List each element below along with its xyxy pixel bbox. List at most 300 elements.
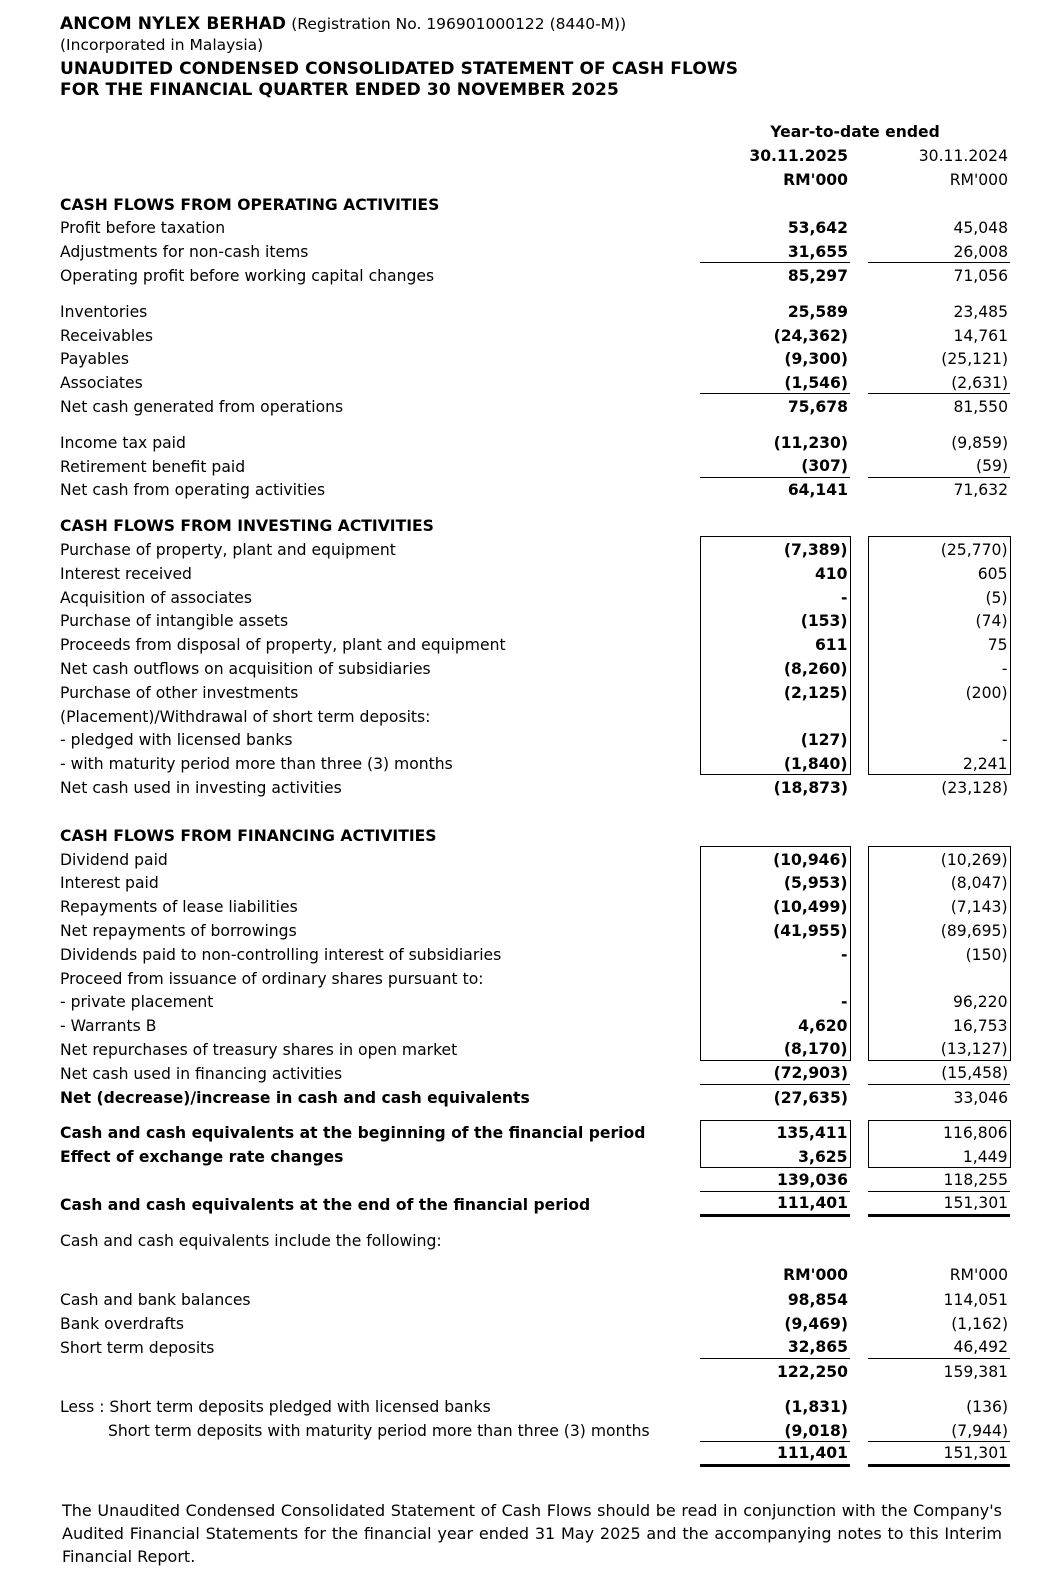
row-value-previous: (59) [868, 453, 1010, 477]
table-row [60, 453, 1010, 477]
spacer-cell [850, 1418, 868, 1442]
spacer-cell [850, 370, 868, 394]
spacer-cell [690, 608, 700, 632]
section-heading-operating-row [60, 191, 1010, 215]
spacer-cell [690, 561, 700, 585]
table-row [60, 608, 1010, 632]
row-value-current: (10,499) [700, 894, 850, 918]
row-value-previous: (25,770) [868, 537, 1010, 561]
row-value-current: (41,955) [700, 918, 850, 942]
table-row [60, 751, 1010, 775]
row-value-previous: 71,056 [953, 267, 1009, 286]
table-row [60, 537, 1010, 561]
table-row [60, 656, 1010, 680]
column-date-header-row [60, 144, 1010, 168]
row-value-previous: 71,632 [953, 481, 1009, 500]
row-label: Net repayments of borrowings [60, 921, 297, 940]
row-value-previous: (150) [868, 942, 1010, 966]
row-value-current: 98,854 [787, 1291, 848, 1310]
row-value-previous: 118,255 [868, 1168, 1010, 1192]
spacer-cell [850, 1287, 868, 1311]
row-value-previous: (23,128) [941, 779, 1009, 797]
table-row [60, 561, 1010, 585]
row-label: Receivables [60, 326, 153, 345]
section-heading-operating: CASH FLOWS FROM OPERATING ACTIVITIES [60, 195, 440, 214]
spacer-cell [850, 870, 868, 894]
spacer-cell [690, 453, 700, 477]
spacer-cell [850, 537, 868, 561]
row-label: - with maturity period more than three (3) months [60, 755, 453, 774]
spacer-cell [690, 1394, 700, 1418]
column-header-previous-unit: RM'000 [949, 170, 1009, 189]
spacer-cell [690, 727, 700, 751]
table-row [60, 1192, 1010, 1216]
row-label: Dividend paid [60, 850, 168, 869]
row-label: Profit before taxation [60, 219, 226, 238]
spacer-cell [850, 299, 868, 323]
row-value-current: (24,362) [773, 326, 848, 345]
spacer-cell [690, 1144, 700, 1168]
row-value-previous: (5) [868, 584, 1010, 608]
row-value-previous: (136) [966, 1398, 1009, 1417]
row-value-current: 64,141 [787, 481, 848, 500]
table-row [60, 1037, 1010, 1061]
spacer-cell [850, 965, 868, 989]
spacer-cell [690, 870, 700, 894]
row-label: Purchase of intangible assets [60, 612, 289, 631]
column-header-previous-date: 30.11.2024 [918, 147, 1009, 166]
row-label: Interest paid [60, 874, 159, 893]
row-value-previous: 605 [868, 561, 1010, 585]
row-value-current: (2,125) [700, 680, 850, 704]
table-row [60, 1061, 1010, 1085]
row-value-previous: (9,859) [951, 433, 1009, 452]
row-label: Net repurchases of treasury shares in open market [60, 1040, 458, 1059]
column-header-current-date: 30.11.2025 [749, 147, 848, 166]
row-label [60, 1358, 690, 1382]
table-row [60, 775, 1010, 799]
table-row [60, 870, 1010, 894]
spacer-cell [690, 346, 700, 370]
spacer-cell [850, 1013, 868, 1037]
row-value-current [700, 965, 850, 989]
row-value-previous: (13,127) [868, 1037, 1010, 1061]
row-value-current [700, 703, 850, 727]
section-heading-financing: CASH FLOWS FROM FINANCING ACTIVITIES [60, 826, 437, 845]
row-label: Net cash from operating activities [60, 481, 326, 500]
row-value-previous [868, 703, 1010, 727]
row-value-current: (7,389) [700, 537, 850, 561]
row-value-previous: (200) [868, 680, 1010, 704]
spacer-cell [690, 1442, 700, 1466]
row-label: Bank overdrafts [60, 1314, 184, 1333]
spacer-cell [850, 1061, 868, 1085]
spacer-cell [690, 1084, 700, 1108]
row-label: Adjustments for non-cash items [60, 243, 309, 262]
spacer-cell [850, 846, 868, 870]
row-label: Cash and bank balances [60, 1291, 251, 1310]
spacer-cell [60, 1263, 690, 1287]
table-row [60, 894, 1010, 918]
table-row [60, 1335, 1010, 1359]
table-row [60, 394, 1010, 418]
row-value-current: 32,865 [700, 1335, 850, 1359]
spacer-cell [690, 1358, 700, 1382]
spacer-cell [850, 1120, 868, 1144]
spacer-cell [850, 144, 868, 168]
spacer-cell [700, 191, 850, 215]
row-value-current: 3,625 [700, 1144, 850, 1168]
spacer-cell [850, 1144, 868, 1168]
spacer-cell [850, 1263, 868, 1287]
row-value-previous: 1,449 [868, 1144, 1010, 1168]
row-value-previous: (2,631) [868, 370, 1010, 394]
column-group-label: Year-to-date ended [770, 123, 940, 142]
row-value-current: 111,401 [700, 1442, 850, 1466]
incorporated-line: (Incorporated in Malaysia) [60, 35, 264, 54]
spacer-cell [850, 751, 868, 775]
row-value-current: 31,655 [700, 239, 850, 263]
spacer-cell [850, 703, 868, 727]
table-row [60, 846, 1010, 870]
spacer-cell [850, 680, 868, 704]
row-value-previous: 16,753 [868, 1013, 1010, 1037]
table-row [60, 703, 1010, 727]
spacer-cell [690, 846, 700, 870]
row-value-previous: 26,008 [868, 239, 1010, 263]
spacer-cell [850, 775, 868, 799]
spacer-cell [690, 513, 700, 537]
row-value-previous: 46,492 [868, 1335, 1010, 1359]
statement-title-line1: UNAUDITED CONDENSED CONSOLIDATED STATEMENT OF CASH FLOWS [60, 58, 739, 79]
table-row [60, 918, 1010, 942]
row-label: Proceeds from disposal of property, plant and equipment [60, 636, 506, 655]
spacer-cell [868, 1227, 1010, 1251]
footer-note: The Unaudited Condensed Consolidated Statement of Cash Flows should be read in conjunction with the Company's Audited Financial Statements for the financial year ended 31 May 2025 and the accompanying notes to this Interim Financial Report. [62, 1501, 1002, 1567]
table-row [60, 632, 1010, 656]
spacer-cell [850, 1168, 868, 1192]
spacer-row [60, 1108, 1010, 1120]
row-value-current: (5,953) [700, 870, 850, 894]
cash-flow-table [60, 120, 1011, 1467]
section-heading-investing: CASH FLOWS FROM INVESTING ACTIVITIES [60, 517, 434, 536]
table-row [60, 322, 1010, 346]
row-label [60, 1442, 690, 1466]
spacer-cell [700, 823, 850, 847]
spacer-cell [850, 656, 868, 680]
spacer-row [60, 418, 1010, 430]
spacer-cell [850, 894, 868, 918]
table-row [60, 989, 1010, 1013]
row-value-current: - [700, 989, 850, 1013]
table-row [60, 1013, 1010, 1037]
sub-unit-header-current: RM'000 [783, 1266, 848, 1285]
spacer-cell [690, 1061, 700, 1085]
row-label: (Placement)/Withdrawal of short term deposits: [60, 707, 431, 726]
row-value-current: (1,831) [784, 1398, 848, 1417]
spacer-cell [690, 894, 700, 918]
table-row [60, 477, 1010, 501]
row-label: Net (decrease)/increase in cash and cash equivalents [60, 1088, 530, 1107]
row-value-current: - [700, 942, 850, 966]
row-value-previous: 14,761 [953, 326, 1009, 345]
row-value-current: (1,840) [700, 751, 850, 775]
spacer-cell [690, 215, 700, 239]
spacer-cell [690, 239, 700, 263]
row-label: Net cash outflows on acquisition of subsidiaries [60, 660, 431, 679]
row-value-current: (9,018) [700, 1418, 850, 1442]
row-value-current: (27,635) [773, 1088, 848, 1107]
spacer-cell [850, 942, 868, 966]
spacer-cell [690, 1263, 700, 1287]
row-label: Payables [60, 350, 129, 369]
row-value-previous: 75 [868, 632, 1010, 656]
column-header-current-unit: RM'000 [783, 170, 848, 189]
spacer-cell [850, 1192, 868, 1216]
spacer-cell [850, 989, 868, 1013]
row-label: Inventories [60, 302, 148, 321]
row-label: Effect of exchange rate changes [60, 1148, 344, 1167]
spacer-cell [690, 703, 700, 727]
row-label: Associates [60, 374, 143, 393]
row-label: Cash and cash equivalents at the beginning of the financial period [60, 1124, 646, 1143]
row-value-previous: (7,944) [868, 1418, 1010, 1442]
row-label: Purchase of other investments [60, 683, 299, 702]
spacer-cell [850, 727, 868, 751]
spacer-cell [690, 1168, 700, 1192]
spacer-cell [690, 775, 700, 799]
row-value-previous: 114,051 [943, 1291, 1009, 1310]
table-row [60, 727, 1010, 751]
row-value-current: 111,401 [700, 1192, 850, 1216]
spacer-cell [690, 299, 700, 323]
row-value-previous: 81,550 [953, 398, 1009, 417]
row-value-previous: (74) [868, 608, 1010, 632]
spacer-row [60, 501, 1010, 513]
spacer-cell [850, 1311, 868, 1335]
spacer-cell [690, 584, 700, 608]
row-value-previous [868, 965, 1010, 989]
table-row [60, 1084, 1010, 1108]
spacer-cell [850, 1442, 868, 1466]
spacer-cell [850, 346, 868, 370]
spacer-cell [690, 120, 700, 144]
row-value-current: (8,170) [700, 1037, 850, 1061]
spacer-cell [850, 1227, 868, 1251]
statement-title-line2: FOR THE FINANCIAL QUARTER ENDED 30 NOVEMBER 2025 [60, 80, 619, 101]
spacer-cell [690, 1192, 700, 1216]
spacer-cell [850, 513, 868, 537]
row-value-previous: 151,301 [868, 1442, 1010, 1466]
spacer-cell [690, 942, 700, 966]
row-value-current: (72,903) [700, 1061, 850, 1085]
row-label: Retirement benefit paid [60, 457, 246, 476]
spacer-row [60, 1215, 1010, 1227]
table-row [60, 263, 1010, 287]
row-value-current: 25,589 [787, 302, 848, 321]
row-label: Net cash used in investing activities [60, 779, 342, 797]
spacer-cell [690, 680, 700, 704]
spacer-cell [868, 191, 1010, 215]
spacer-cell [60, 168, 690, 192]
row-value-current: (1,546) [700, 370, 850, 394]
spacer-cell [690, 168, 700, 192]
table-row [60, 965, 1010, 989]
row-label: Cash and cash equivalents include the following: [60, 1231, 442, 1250]
spacer-cell [690, 1287, 700, 1311]
row-value-current: - [700, 584, 850, 608]
row-value-current: (9,469) [784, 1314, 848, 1333]
row-label: Proceed from issuance of ordinary shares pursuant to: [60, 969, 484, 988]
row-value-previous: (1,162) [951, 1314, 1009, 1333]
row-value-current: 611 [700, 632, 850, 656]
spacer-cell [60, 144, 690, 168]
spacer-cell [850, 430, 868, 454]
spacer-cell [690, 1037, 700, 1061]
row-label: Net cash generated from operations [60, 398, 344, 417]
spacer-cell [690, 144, 700, 168]
table-row [60, 299, 1010, 323]
section-heading-financing-row [60, 823, 1010, 847]
spacer-row [60, 811, 1010, 823]
table-row [60, 942, 1010, 966]
row-value-current: 53,642 [787, 219, 848, 238]
spacer-cell [690, 1120, 700, 1144]
row-label: Income tax paid [60, 433, 186, 452]
spacer-cell [690, 1013, 700, 1037]
company-header-line [60, 14, 1000, 36]
row-value-previous: (25,121) [941, 350, 1009, 369]
spacer-cell [690, 918, 700, 942]
spacer-cell [690, 430, 700, 454]
table-row [60, 370, 1010, 394]
spacer-cell [850, 477, 868, 501]
table-row [60, 1287, 1010, 1311]
section-heading-investing-row [60, 513, 1010, 537]
spacer-cell [690, 823, 700, 847]
spacer-cell [690, 394, 700, 418]
spacer-cell [690, 656, 700, 680]
row-value-current: (307) [700, 453, 850, 477]
spacer-cell [850, 453, 868, 477]
spacer-cell [690, 322, 700, 346]
table-row [60, 680, 1010, 704]
spacer-cell [850, 394, 868, 418]
spacer-row [60, 1382, 1010, 1394]
spacer-cell [850, 263, 868, 287]
spacer-cell [850, 215, 868, 239]
table-row [60, 1144, 1010, 1168]
spacer-cell [850, 584, 868, 608]
table-row [60, 1358, 1010, 1382]
spacer-cell [850, 191, 868, 215]
row-value-previous: (8,047) [868, 870, 1010, 894]
spacer-cell [850, 1084, 868, 1108]
table-row [60, 215, 1010, 239]
row-value-current: (8,260) [700, 656, 850, 680]
spacer-cell [850, 561, 868, 585]
row-value-previous: 96,220 [868, 989, 1010, 1013]
spacer-cell [690, 191, 700, 215]
row-value-current: (153) [700, 608, 850, 632]
spacer-cell [690, 751, 700, 775]
table-row [60, 1311, 1010, 1335]
row-value-previous: (89,695) [868, 918, 1010, 942]
company-name: ANCOM NYLEX BERHAD [60, 14, 287, 34]
spacer-cell [700, 1227, 850, 1251]
row-value-current: (127) [700, 727, 850, 751]
table-row [60, 1227, 1010, 1251]
spacer-cell [868, 513, 1010, 537]
row-value-previous: (7,143) [868, 894, 1010, 918]
spacer-cell [850, 1037, 868, 1061]
spacer-row [60, 1251, 1010, 1263]
spacer-cell [850, 1358, 868, 1382]
row-value-previous: - [868, 727, 1010, 751]
row-label: Purchase of property, plant and equipment [60, 541, 396, 560]
spacer-cell [690, 632, 700, 656]
spacer-cell [850, 322, 868, 346]
spacer-cell [690, 370, 700, 394]
table-row [60, 346, 1010, 370]
table-row [60, 430, 1010, 454]
row-value-current: 85,297 [787, 267, 848, 286]
spacer-cell [690, 965, 700, 989]
spacer-cell [690, 537, 700, 561]
column-unit-header-row [60, 168, 1010, 192]
row-value-previous: 151,301 [868, 1192, 1010, 1216]
row-label: - private placement [60, 993, 214, 1012]
table-row [60, 1168, 1010, 1192]
spacer-cell [850, 239, 868, 263]
spacer-cell [690, 1311, 700, 1335]
row-value-current: 4,620 [700, 1013, 850, 1037]
row-value-current: 139,036 [700, 1168, 850, 1192]
spacer-cell [850, 168, 868, 192]
spacer-cell [60, 120, 690, 144]
row-label: Short term deposits with maturity period more than three (3) months [108, 1422, 650, 1441]
row-label: - Warrants B [60, 1017, 157, 1036]
row-label: Acquisition of associates [60, 588, 252, 607]
spacer-row [60, 799, 1010, 811]
row-label [60, 1168, 690, 1192]
row-label: - pledged with licensed banks [60, 731, 293, 750]
row-value-previous: 159,381 [943, 1362, 1009, 1381]
row-value-current: (10,946) [700, 846, 850, 870]
spacer-cell [868, 823, 1010, 847]
row-value-current: 75,678 [787, 398, 848, 417]
row-value-previous: 33,046 [953, 1088, 1009, 1107]
spacer-cell [850, 632, 868, 656]
row-value-previous: (10,269) [868, 846, 1010, 870]
spacer-cell [700, 513, 850, 537]
document-header [60, 14, 1000, 102]
row-label: Short term deposits [60, 1338, 215, 1357]
spacer-cell [690, 263, 700, 287]
row-value-previous: - [868, 656, 1010, 680]
spacer-cell [850, 1394, 868, 1418]
row-value-current: (11,230) [773, 433, 848, 452]
spacer-row [60, 287, 1010, 299]
row-value-previous: 116,806 [868, 1120, 1010, 1144]
table-row [60, 1442, 1010, 1466]
spacer-cell [690, 1227, 700, 1251]
spacer-cell [850, 608, 868, 632]
spacer-cell [690, 477, 700, 501]
row-label: Interest received [60, 564, 192, 583]
table-row [60, 1120, 1010, 1144]
row-value-current: 410 [700, 561, 850, 585]
